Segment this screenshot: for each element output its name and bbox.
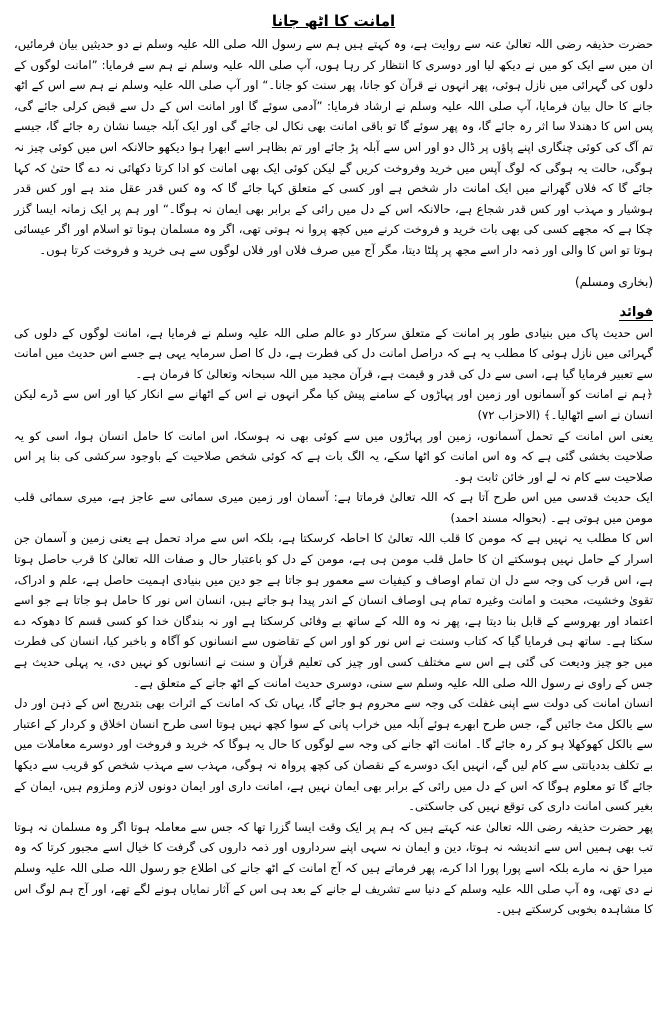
hadith-text: حضرت حذیفہ رضی اللہ تعالیٰ عنہ سے روایت ہے، وہ کہتے ہیں ہم سے رسول اللہ صلی اللہ علیہ وسلم نے دو حدیثیں بیان فرمائیں، ان میں سے ایک کو میں نے دیکھ لیا اور دوسری کا انتظار کر رہا ہوں، آپ صلی اللہ علیہ وسلم نے ہم سے فرمایا: ”امانت لوگوں کے دلوں کی گہرائی میں نازل ہوئی، پھر انہوں نے قرآن کو جانا، پھر سنت کو جانا۔“ اور آپ صلی اللہ علیہ وسلم نے ہم سے اس کے اٹھ جانے کا حال بیان فرمایا، آپ صلی اللہ علیہ وسلم نے ارشاد فرمایا: ”آدمی سوئے گا اور امانت اس کے دل سے قبض کرلی جائے گی، پس اس کا دھندلا سا اثر رہ جائے گا، وہ پھر سوئے گا تو باقی امانت بھی نکال لی جائے گی اور ایک آبلہ جیسا نشان رہ جائے گا، جیسے تم آگ کی کوئی چنگاری اپنے پاؤں پر ڈال دو اور اس سے آبلہ پڑ جائے اور تم بظاہر اسے ابھرا ہوا دیکھو حالانکہ اس میں کوئی چیز نہ ہوگی، حالت یہ ہوگی کہ لوگ آپس میں خرید وفروخت کریں گے لیکن کوئی ایک بھی امانت کو ادا کرتا دکھائی نہ دے گا حتیٰ کہ کہا جائے گا کہ فلاں گھرانے میں ایک امانت دار شخص ہے اور کسی کے متعلق کہا جائے گا کہ وہ کس قدر عقل مند ہے اور کس قدر ہوشیار و مہذب اور کس قدر شجاع ہے، حالانکہ اس کے دل میں رائی کے برابر بھی ایمان نہ ہوگا۔“ اور ہم پر ایک زمانہ ایسا گزر چکا ہے کہ مجھے کسی کی بھی بات خرید و فروخت کرنے میں کچھ پروا نہ ہوتی تھی، اگر وہ مسلمان ہوتا تو اسلام اور اگر عیسائی ہوتا تو اس کا والی اور ذمہ دار اسے مجھ پر پلٹا دیتا، مگر آج میں صرف فلاں اور فلاں لوگوں سے ہی خرید و فروخت کرتا ہوں۔ xyxy=(14,37,653,257)
hadith-reference: (بخاری ومسلم) xyxy=(575,274,653,289)
commentary-paragraph-1: اس حدیث پاک میں بنیادی طور پر امانت کے متعلق سرکار دو عالم صلی اللہ علیہ وسلم نے فرمایا ہے، امانت لوگوں کے دلوں کی گہرائی میں نازل ہوئی کا مطلب یہ ہے کہ دراصل امانت دل کی فطرت ہے، دل کا اصل سرمایہ یہی ہے جسے اس حدیث میں امانت سے تعبیر فرمایا گیا ہے، اسی سے دل کی قدر و قیمت ہے، قرآن مجید میں اللہ سبحانہ وتعالیٰ کا فرمان ہے۔ xyxy=(14,325,653,381)
fawaid-heading: فوائد xyxy=(619,304,653,320)
commentary-paragraph-3: یعنی اس امانت کے تحمل آسمانوں، زمین اور پہاڑوں میں سے کوئی بھی نہ ہوسکا، اس امانت کا حامل انسان ہوا، اسی کو یہ صلاحیت بخشی گئی ہے کہ وہ اس امانت کو اٹھا سکے، یہ الگ بات ہے کہ کوئی شخص صلاحیت کے باوجود سرکشی کی بنا پر اس صلاحیت سے کام نہ لے اور خائن ثابت ہو۔ xyxy=(14,428,653,484)
commentary-paragraph-6: انسان امانت کی دولت سے اپنی غفلت کی وجہ سے محروم ہو جائے گا، یہاں تک کہ امانت کے اثرات بھی بتدریج اس کے ذہن اور دل سے بالکل مٹ جائیں گے، جس طرح ابھرے ہوئے آبلہ میں خراب پانی کے سوا کچھ نہیں ہوتا اسی طرح انسان اخلاق و کردار کے اعتبار سے بالکل کھوکھلا ہو کر رہ جائے گا۔ امانت اٹھ جانے کی وجہ سے لوگوں کا حال یہ ہوگا کہ خرید و فروخت اور دوسرے معاملات میں بے تکلف بددیانتی سے کام لیں گے، انہیں ایک دوسرے کے نقصان کی کچھ پرواہ نہ ہوگی، مہذب سے مہذب شخص کو قریب سے دیکھا جائے گا تو معلوم ہوگا کہ اس کے دل میں رائی کے برابر بھی ایمان نہیں ہے، امانت داری اور ایمان دونوں لازم وملزوم ہیں، ایمان کے بغیر کسی امانت داری کی توقع نہیں کی جاسکتی۔ xyxy=(14,696,653,814)
commentary-paragraph-5: اس کا مطلب یہ نہیں ہے کہ مومن کا قلب اللہ تعالیٰ کا احاطہ کرسکتا ہے، بلکہ اس سے مراد تحمل ہے یعنی زمین و آسمان جن اسرار کے حامل نہیں ہوسکتے ان کا حامل قلب مومن ہی ہے، مومن کے دل کو باعتبار حال و صفات اللہ تعالیٰ کا قرب حاصل ہوتا ہے، اس قرب کی وجہ سے دل ان تمام اوصاف و کیفیات سے معمور ہو جاتا ہے جو دین میں بنیادی اہمیت حاصل ہے، علم و ادراک، تقویٰ وخشیت، محبت و امانت وغیرہ تمام ہی اوصاف انسان کے اندر پیدا ہو جاتے ہیں، انسان اس نور کا حامل ہو جاتا ہے جو اسے اعتماد اور بھروسے کے قابل بنا دیتا ہے، پھر نہ وہ اللہ کے ساتھ بے وفائی کرسکتا ہے اور نہ بندگان خدا کو کسی قسم کا دھوکہ دے سکتا ہے۔ ساتھ ہی فرمایا گیا کہ کتاب وسنت نے اس نور کو اور اس کے تقاضوں سے انسانوں کو آگاہ و باخبر کیا، انسان کی فطرت میں جو چیز ودیعت کی گئی ہے اس سے مختلف کسی اور چیز کی تعلیم قرآن و سنت نے انسانوں کو نہیں دی، یہ پہلی حدیث ہے جس کے راوی نے رسول اللہ صلی اللہ علیہ وسلم سے سنی، دوسری حدیث امانت کے اٹھ جانے کے متعلق ہے۔ xyxy=(14,531,653,690)
commentary-paragraph-7: پھر حضرت حذیفہ رضی اللہ تعالیٰ عنہ کہتے ہیں کہ ہم پر ایک وقت ایسا گزرا تھا کہ جس سے معاملہ ہوتا اگر وہ مسلمان نہ ہوتا تب بھی ہمیں اس سے اندیشہ نہ ہوتا، دین و ایمان نہ سہی اپنے سرداروں اور ذمہ داروں کی گرفت کا خیال اسے مجبور کرتا کہ وہ میرا حق نہ مارے بلکہ اسے پورا پورا ادا کرے، پھر فرماتے ہیں کہ آج امانت کے اٹھ جانے کی اطلاع جو رسول اللہ صلی اللہ علیہ وسلم نے دی تھی، وہ آپ صلی اللہ علیہ وسلم کے دنیا سے تشریف لے جانے کے بعد ہی اس کے آثار نمایاں ہونے لگے تھے، اور آج ہم لوگ اس کا مشاہدہ بخوبی کرسکتے ہیں۔ xyxy=(14,819,653,917)
quran-verse-paragraph: ﴿ہم نے امانت کو آسمانوں اور زمین اور پہاڑوں کے سامنے پیش کیا مگر انہوں نے اس کے اٹھانے سے انکار کیا اور اس سے ڈرے لیکن انسان نے اسے اٹھالیا۔﴾ (الاحزاب ۷۲) xyxy=(14,387,653,422)
page-title: امانت کا اٹھ جانا xyxy=(271,12,396,30)
hadith-qudsi-paragraph: ایک حدیث قدسی میں اس طرح آتا ہے کہ اللہ تعالیٰ فرماتا ہے: آسمان اور زمین میری سمائی سے عاجز ہے، میری سمائی قلب مومن میں ہوتی ہے۔ (بحوالہ مسند احمد) xyxy=(14,490,653,525)
